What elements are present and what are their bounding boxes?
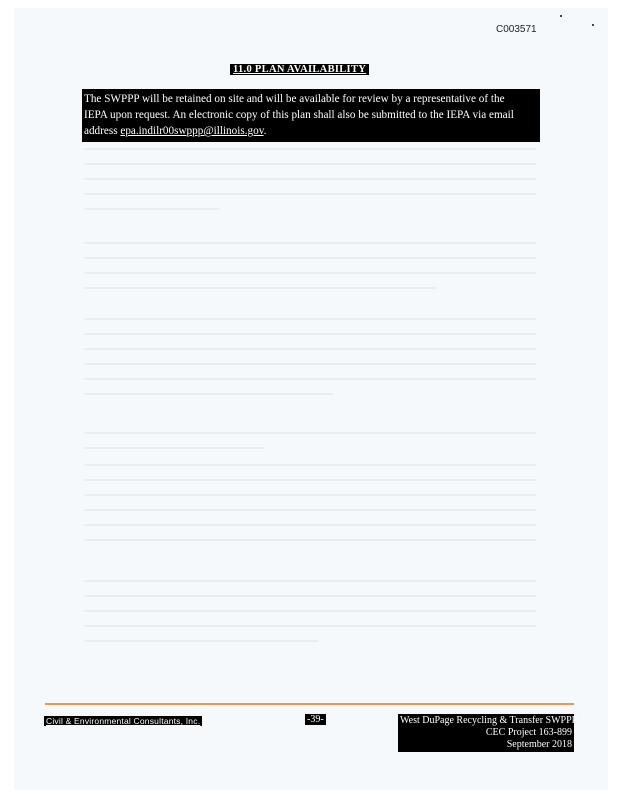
faded-text-block [84, 242, 536, 302]
availability-paragraph [82, 89, 540, 142]
email-link[interactable]: epa.indilr00swppp@illinois.gov [120, 125, 264, 137]
paragraph-line [84, 123, 538, 139]
scan-speck [560, 15, 562, 17]
faded-text-block [84, 432, 536, 462]
footer-project-info [398, 714, 578, 752]
footer-company: Civil & Environmental Consultants, Inc. [46, 716, 201, 726]
project-title: West DuPage Recycling & Transfer SWPPP [400, 715, 578, 726]
paragraph-line: IEPA upon request. An electronic copy of this plan shall also be submitted to the IEPA via email [84, 109, 514, 121]
document-id: C003571 [496, 24, 537, 35]
section-heading: 11.0 PLAN AVAILABILITY [230, 64, 369, 75]
paragraph-line: The SWPPP will be retained on site and will be available for review by a representative of the [84, 93, 505, 105]
faded-text-block [84, 318, 536, 408]
project-number: CEC Project 163-899 [485, 727, 572, 738]
faded-text-block [84, 464, 536, 554]
paragraph-text: . [263, 125, 267, 137]
faded-text-block [84, 580, 536, 655]
page-number: -39- [307, 714, 324, 725]
paragraph-text: address [84, 125, 121, 137]
scan-speck [592, 24, 594, 26]
footer-divider [45, 703, 574, 705]
document-date: September 2018 [506, 739, 572, 750]
faded-text-block [84, 148, 536, 223]
